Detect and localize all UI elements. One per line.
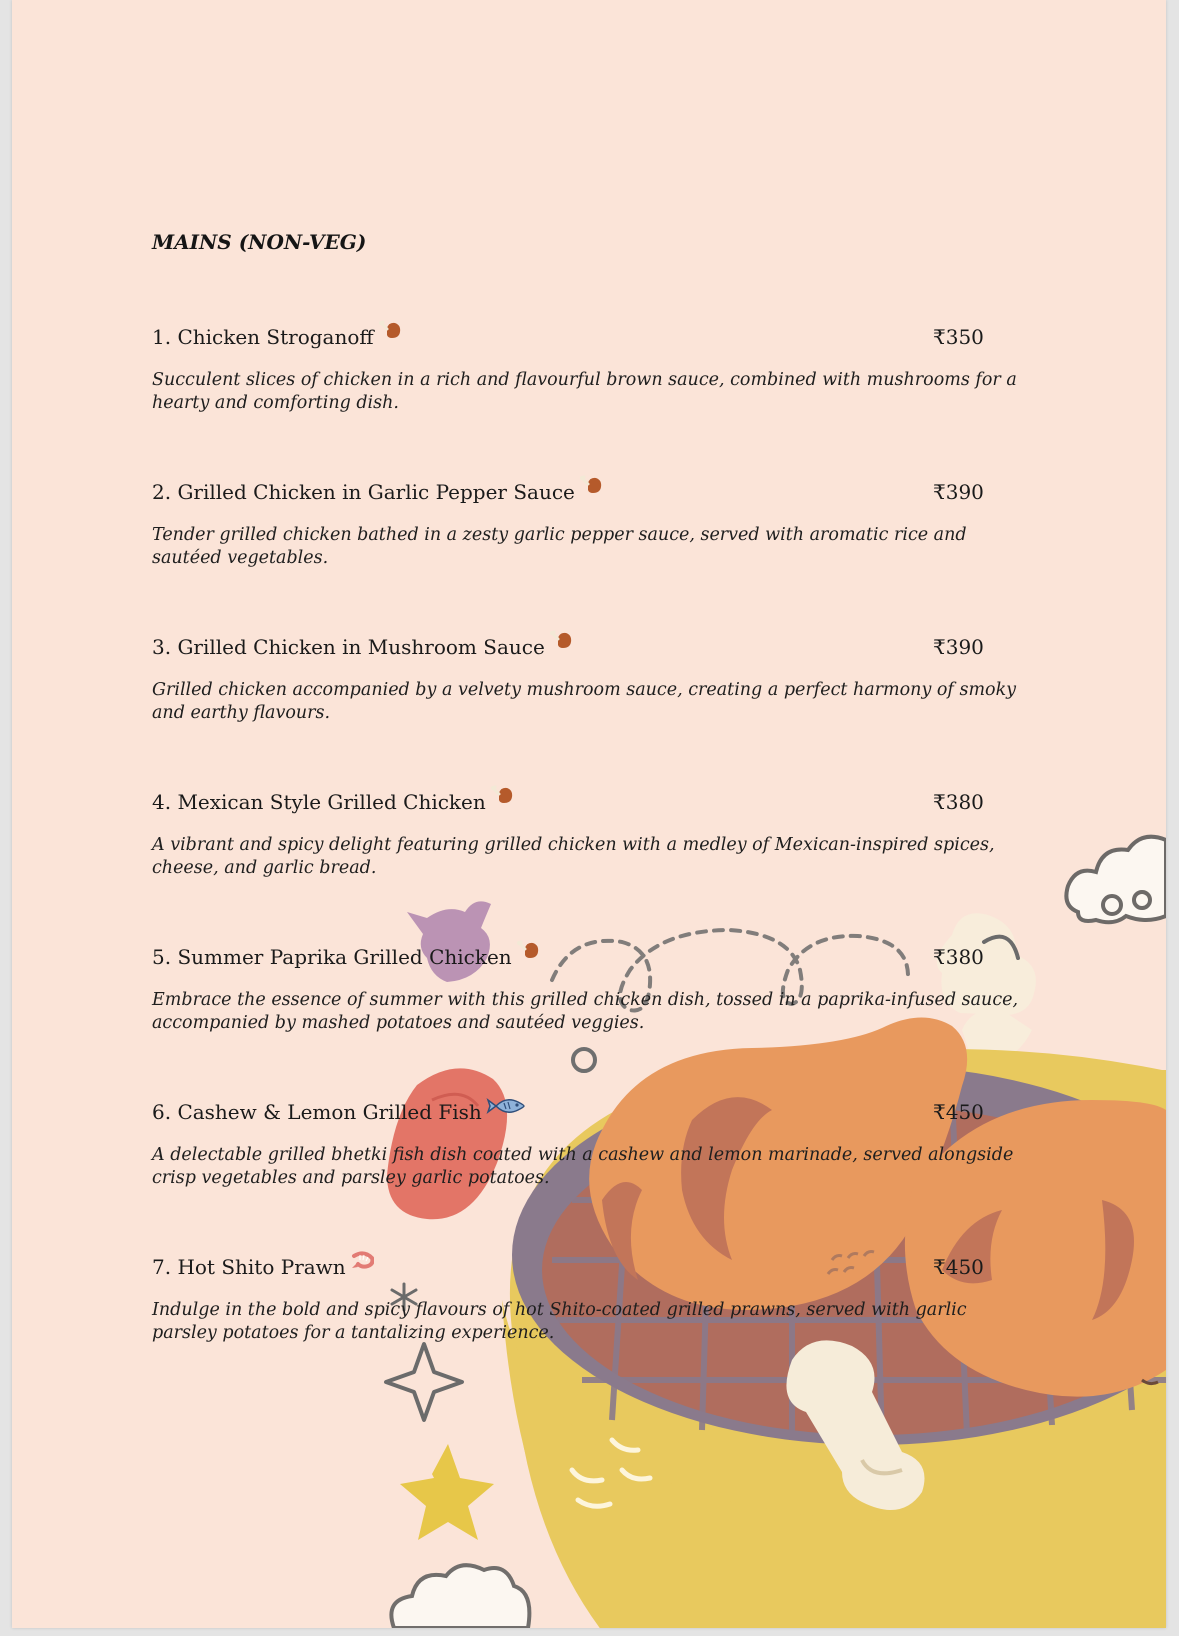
sparkle-icon (386, 1344, 462, 1420)
fish-icon (486, 1095, 526, 1117)
chicken-leg-icon (516, 940, 540, 962)
item-description: Grilled chicken accompanied by a velvety mushroom sauce, creating a perfect harmony of smoky and earthy flavours. (152, 680, 1017, 723)
star-icon (400, 1444, 494, 1540)
item-price: ₹350 (933, 325, 984, 349)
item-description: Tender grilled chicken bathed in a zesty garlic pepper sauce, served with aromatic rice and sautéed vegetables. (152, 525, 967, 568)
item-name: 4. Mexican Style Grilled Chicken (152, 790, 486, 814)
item-description: A delectable grilled bhetki fish dish coated with a cashew and lemon marinade, served alongside crisp vegetables and parsley garlic potatoes. (152, 1145, 1014, 1188)
item-price: ₹380 (933, 790, 984, 814)
item-price: ₹380 (933, 945, 984, 969)
item-description: Succulent slices of chicken in a rich and flavourful brown sauce, combined with mushrooms for a hearty and comforting dish. (152, 370, 1017, 413)
item-name: 7. Hot Shito Prawn (152, 1255, 346, 1279)
item-price: ₹390 (933, 480, 984, 504)
bird-icon (407, 901, 491, 982)
menu-page (12, 0, 1166, 1628)
item-name: 6. Cashew & Lemon Grilled Fish (152, 1100, 482, 1124)
item-name: 5. Summer Paprika Grilled Chicken (152, 945, 512, 969)
item-description: Embrace the essence of summer with this grilled chicken dish, tossed in a paprika-infused sauce, accompanied by mashed potatoes and sautéed veggies. (152, 990, 1019, 1033)
item-name: 3. Grilled Chicken in Mushroom Sauce (152, 635, 545, 659)
cloud-icon (391, 1565, 529, 1628)
cloud-icon (1066, 837, 1166, 923)
item-description: Indulge in the bold and spicy flavours of hot Shito-coated grilled prawns, served with garlic parsley potatoes for a tantalizing experience. (152, 1300, 967, 1343)
ring-doodle (573, 1049, 595, 1071)
item-name: 2. Grilled Chicken in Garlic Pepper Sauce (152, 480, 575, 504)
item-price: ₹390 (933, 635, 984, 659)
section-title: MAINS (NON-VEG) (152, 230, 367, 254)
chicken-leg-icon (378, 320, 402, 342)
chicken-leg-icon (549, 630, 573, 652)
chicken-leg-icon (579, 475, 603, 497)
shrimp-icon (350, 1250, 374, 1272)
chicken-leg-icon (490, 785, 514, 807)
item-name: 1. Chicken Stroganoff (152, 325, 374, 349)
item-price: ₹450 (933, 1100, 984, 1124)
item-description: A vibrant and spicy delight featuring grilled chicken with a medley of Mexican-inspired spices, cheese, and garlic bread. (152, 835, 995, 878)
item-price: ₹450 (933, 1255, 984, 1279)
